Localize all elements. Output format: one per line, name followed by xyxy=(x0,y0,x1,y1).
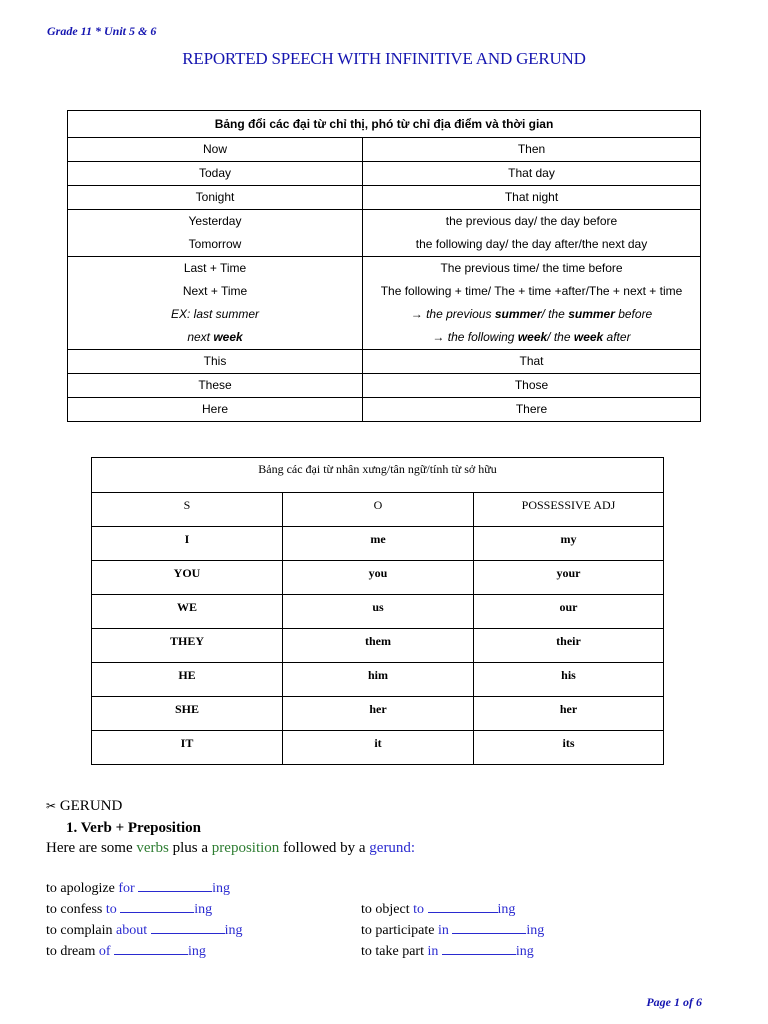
table-row xyxy=(92,629,664,663)
table-cell: next week xyxy=(187,330,243,344)
gerund-term: gerund: xyxy=(369,840,416,856)
table-row xyxy=(68,162,701,186)
table-row xyxy=(68,210,701,257)
list-item: to take part in ing xyxy=(361,944,534,959)
table-cell: The previous time/ the time before xyxy=(440,261,623,275)
table-cell: Yesterday xyxy=(188,214,242,228)
page-title: REPORTED SPEECH WITH INFINITIVE AND GERUND xyxy=(182,49,586,68)
table-row xyxy=(68,374,701,398)
table-row xyxy=(68,138,701,162)
table-cell: the previous day/ the day before xyxy=(445,214,618,228)
table-header-row xyxy=(92,493,664,527)
table-row xyxy=(92,663,664,697)
table-cell: That xyxy=(519,354,544,368)
table-cell: Last + Time xyxy=(183,261,247,275)
table-cell: Today xyxy=(198,166,232,180)
table1-caption: Bảng đổi các đại từ chỉ thị, phó từ chỉ địa điểm và thời gian xyxy=(68,111,701,138)
table-cell: her xyxy=(474,697,664,731)
table2-caption: Bảng các đại từ nhân xưng/tân ngữ/tính từ sở hữu xyxy=(92,458,664,493)
list-item: to dream of ing xyxy=(46,944,206,959)
table-cell: WE xyxy=(92,595,283,629)
list-item: to complain about ing xyxy=(46,923,243,938)
list-item: to apologize for ing xyxy=(46,881,231,896)
table-cell: Here xyxy=(201,402,228,416)
table-row xyxy=(92,527,664,561)
list-item: to participate in ing xyxy=(361,923,545,938)
table-cell: The following + time/ The + time +after/The + next + time xyxy=(380,284,683,298)
table-cell: it xyxy=(283,731,474,765)
table-cell: SHE xyxy=(92,697,283,731)
page-header: Grade 11 * Unit 5 & 6 xyxy=(47,24,157,38)
table-cell: HE xyxy=(92,663,283,697)
table-cell: its xyxy=(474,731,664,765)
subsection-heading: 1. Verb + Preposition xyxy=(66,820,201,836)
table-cell: THEY xyxy=(92,629,283,663)
table-cell: IT xyxy=(92,731,283,765)
table-cell: I xyxy=(92,527,283,561)
column-header: POSSESSIVE ADJ xyxy=(474,493,664,527)
table-cell: our xyxy=(474,595,664,629)
table-row xyxy=(92,561,664,595)
table-cell: you xyxy=(283,561,474,595)
table-cell: him xyxy=(283,663,474,697)
list-item: to object to ing xyxy=(361,902,516,917)
table-cell: Next + Time xyxy=(182,284,248,298)
table-cell: the following day/ the day after/the next day xyxy=(415,237,648,251)
table-cell: Now xyxy=(202,142,227,156)
scissors-icon: ✂ xyxy=(46,799,57,813)
table-cell: → the previous summer/ the summer before xyxy=(410,307,653,321)
table-row xyxy=(68,350,701,374)
table-row xyxy=(92,731,664,765)
table-cell: Tomorrow xyxy=(188,237,242,251)
table-cell: their xyxy=(474,629,664,663)
table-cell: EX: last summer xyxy=(170,307,260,321)
table-cell: YOU xyxy=(92,561,283,595)
table-cell: me xyxy=(283,527,474,561)
time-place-conversion-table xyxy=(67,110,701,422)
page-footer: Page 1 of 6 xyxy=(646,995,702,1009)
verbs-term: verbs xyxy=(136,840,169,856)
table-cell: There xyxy=(515,402,548,416)
table-cell: your xyxy=(474,561,664,595)
table-cell: These xyxy=(198,378,232,392)
table-cell: Those xyxy=(514,378,549,392)
table-row xyxy=(68,398,701,422)
table-cell: his xyxy=(474,663,664,697)
gerund-heading xyxy=(46,798,122,815)
table-cell: her xyxy=(283,697,474,731)
table-row xyxy=(68,257,701,350)
table-cell: them xyxy=(283,629,474,663)
column-header: O xyxy=(283,493,474,527)
section-heading: GERUND xyxy=(59,798,123,814)
pronoun-table xyxy=(91,457,664,765)
table-row xyxy=(92,697,664,731)
column-header: S xyxy=(92,493,283,527)
list-item: to confess to ing xyxy=(46,902,213,917)
table-row xyxy=(68,186,701,210)
table-cell: This xyxy=(203,354,227,368)
table-cell: Tonight xyxy=(195,190,235,204)
table-cell: That day xyxy=(508,166,555,180)
intro-text: Here are some verbs plus a preposition followed by a gerund: xyxy=(46,840,416,856)
preposition-term: preposition xyxy=(211,840,280,856)
table-cell: That night xyxy=(504,190,559,204)
table-row xyxy=(92,595,664,629)
table-cell: Then xyxy=(517,142,546,156)
table-cell: my xyxy=(474,527,664,561)
table-cell: us xyxy=(283,595,474,629)
table-cell: → the following week/ the week after xyxy=(432,330,631,344)
